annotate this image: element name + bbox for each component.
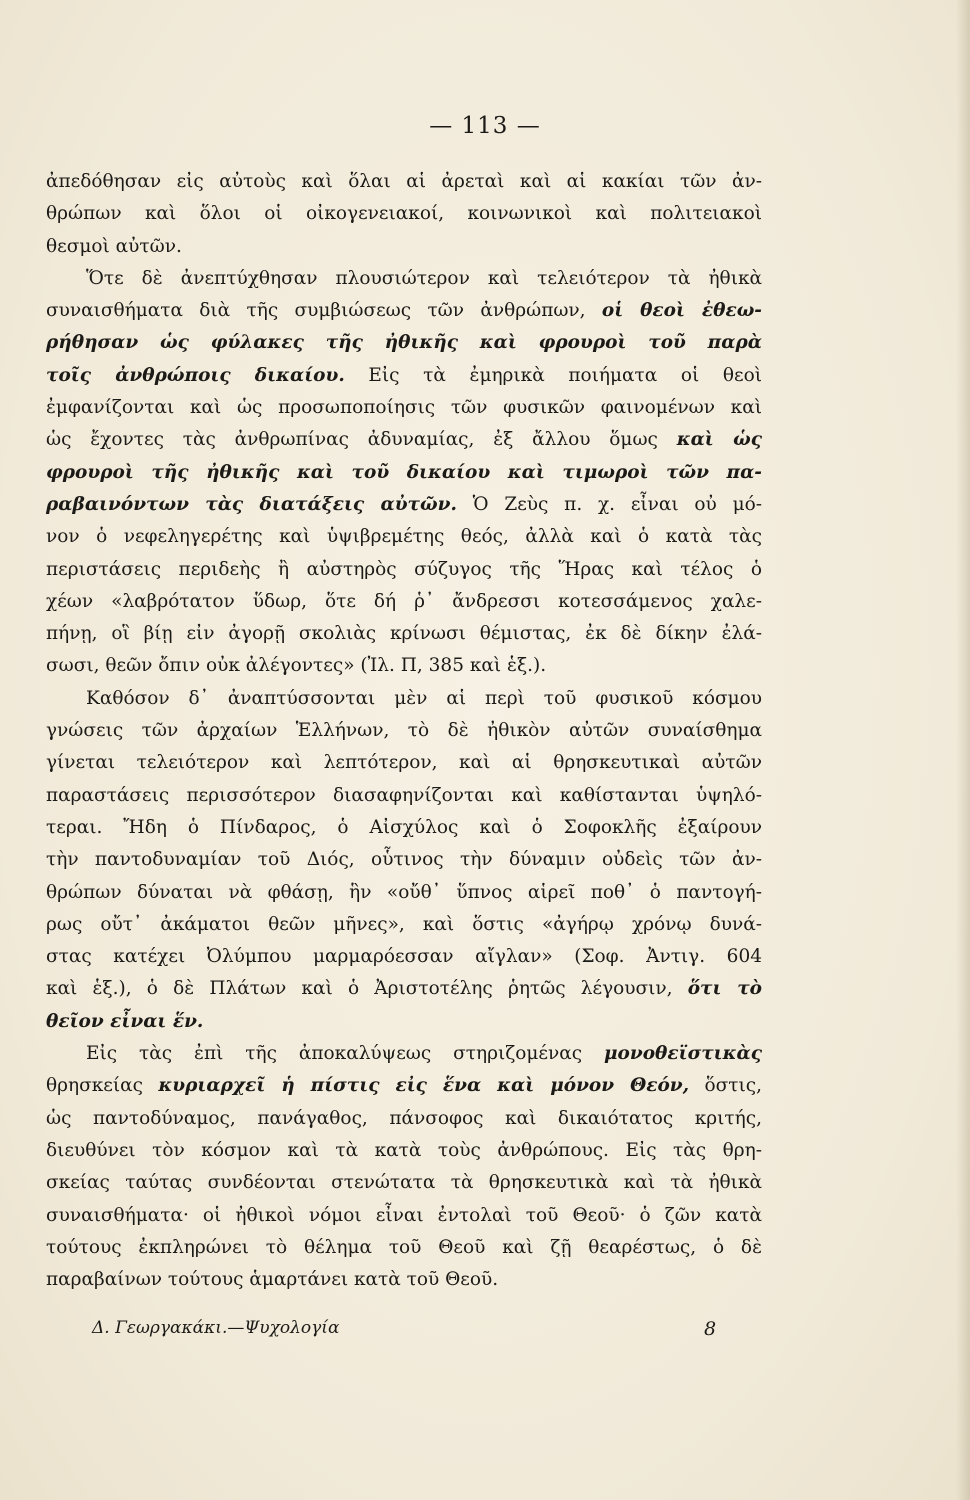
line-text: τεραι. Ἤδη ὁ Πίνδαρος, ὁ Αἰσχύλος καὶ ὁ Σοφοκλῆς ἐξαίρουν <box>46 816 762 838</box>
line-text: Εἰς τὰ ἐμηρικὰ ποιήματα οἱ θεοὶ <box>344 364 763 386</box>
text-line <box>46 1135 762 1167</box>
emphasis-text: φρουροὶ τῆς ἠθικῆς καὶ τοῦ δικαίου καὶ τιμωροὶ τῶν πα- <box>46 461 762 483</box>
text-line <box>46 360 762 392</box>
text-line <box>46 392 762 424</box>
line-text: παραστάσεις περισσότερον διασαφηνίζονται καὶ καθίστανται ὑψηλό- <box>46 784 762 806</box>
line-text: σωσι, θεῶν ὄπιν οὐκ ἀλέγοντες» (Ἰλ. Π, 385 καὶ ἑξ.). <box>46 655 547 677</box>
text-line <box>46 650 762 682</box>
page-edge-shadow <box>956 0 970 1500</box>
line-text: περιστάσεις περιδεὴς ἢ αὐστηρὸς σύζυγος τῆς Ἥρας καὶ τέλος ὁ <box>46 558 762 580</box>
line-text: νον ὁ νεφεληγερέτης καὶ ὑψιβρεμέτης θεός, ἀλλὰ καὶ ὁ κατὰ τὰς <box>46 526 762 548</box>
line-text: χέων «λαβρότατον ὕδωρ, ὅτε δή ῥ᾽ ἄνδρεσσι κοτεσσάμενος χαλε- <box>46 590 762 612</box>
line-text: ρως οὔτ᾽ ἀκάματοι θεῶν μῆνες», καὶ ὅστις «ἀγήρῳ χρόνῳ δυνά- <box>46 913 762 935</box>
emphasis-text: θεῖον εἶναι ἕν. <box>46 1010 204 1032</box>
text-line <box>46 941 762 973</box>
text-line <box>46 812 762 844</box>
line-text: ἀπεδόθησαν εἰς αὐτοὺς καὶ ὅλαι αἱ ἀρεταὶ καὶ αἱ κακίαι τῶν ἀν- <box>46 171 762 192</box>
line-text: θρησκείας <box>46 1075 159 1097</box>
line-text: ὡς παντοδύναμος, πανάγαθος, πάνσοφος καὶ δικαιότατος κριτής, <box>46 1107 762 1129</box>
line-text: διευθύνει τὸν κόσμον καὶ τὰ κατὰ τοὺς ἀνθρώπους. Εἰς τὰς θρη- <box>46 1139 762 1161</box>
line-text: γνώσεις τῶν ἀρχαίων Ἑλλήνων, τὸ δὲ ἠθικὸν αὐτῶν συναίσθημα <box>46 720 762 742</box>
emphasis-text: καὶ ὡς <box>676 429 762 451</box>
emphasis-text: μονοθεϊστικὰς <box>604 1043 762 1065</box>
text-line <box>46 489 762 521</box>
text-line <box>46 618 762 650</box>
text-line <box>46 166 762 198</box>
text-line <box>46 554 762 586</box>
text-line <box>46 1232 762 1264</box>
text-line <box>46 586 762 618</box>
line-text: γίνεται τελειότερον καὶ λεπτότερον, καὶ αἱ θρησκευτικαὶ αὐτῶν <box>46 752 762 774</box>
text-line <box>46 877 762 909</box>
text-line <box>46 715 762 747</box>
line-text: συναισθήματα διὰ τῆς συμβιώσεως τῶν ἀνθρώπων, <box>46 300 602 322</box>
text-line <box>46 1006 762 1038</box>
text-line <box>46 909 762 941</box>
line-text: ὅστις, <box>689 1075 762 1097</box>
line-text: πήνῃ, οἳ βίῃ εἰν ἀγορῇ σκολιὰς κρίνωσι θέμιστας, ἐκ δὲ δίκην ἐλά- <box>46 623 762 645</box>
text-line <box>46 1103 762 1135</box>
emphasis-text: ρήθησαν ὡς φύλακες τῆς ἠθικῆς καὶ φρουροὶ τοῦ παρὰ <box>46 332 762 354</box>
text-line <box>46 1167 762 1199</box>
text-line <box>46 1200 762 1232</box>
text-line <box>46 521 762 553</box>
text-line <box>46 683 762 715</box>
text-line <box>46 1070 762 1102</box>
text-line <box>46 231 762 263</box>
text-line <box>46 424 762 456</box>
line-text: ἐμφανίζονται καὶ ὡς προσωποποίησις τῶν φυσικῶν φαινομένων καὶ <box>46 397 762 419</box>
line-text: τούτους ἐκπληρώνει τὸ θέλημα τοῦ Θεοῦ καὶ ζῇ θεαρέστως, ὁ δὲ <box>46 1236 762 1258</box>
sheet-number: 8 <box>704 1318 717 1340</box>
line-text: τὴν παντοδυναμίαν τοῦ Διός, οὗτινος τὴν δύναμιν οὐδεὶς τῶν ἀν- <box>46 849 762 871</box>
line-text: στας κατέχει Ὀλύμπου μαρμαρόεσσαν αἴγλαν» (Σοφ. Ἀντιγ. 604 <box>46 946 762 968</box>
page-number: — 113 — <box>429 113 541 139</box>
body-text <box>46 166 762 1296</box>
line-text: Ὁ Ζεὺς π. χ. εἶναι οὐ μό- <box>456 493 762 515</box>
line-text: θρώπων δύναται νὰ φθάσῃ, ἣν «οὔθ᾽ ὕπνος αἱρεῖ ποθ᾽ ὁ παντογή- <box>46 881 762 903</box>
text-line <box>46 1038 762 1070</box>
line-text: θρώπων καὶ ὅλοι οἱ οἰκογενειακοί, κοινωνικοὶ καὶ πολιτειακοὶ <box>46 203 762 225</box>
footer-signature: Δ. Γεωργακάκι.—Ψυχολογία <box>92 1318 340 1338</box>
emphasis-text: τοῖς ἀνθρώποις δικαίου. <box>46 364 345 386</box>
text-line <box>46 457 762 489</box>
line-text: Εἰς τὰς ἐπὶ τῆς ἀποκαλύψεως στηριζομένας <box>86 1043 604 1065</box>
emphasis-text: ραβαινόντων τὰς διατάξεις αὐτῶν. <box>46 493 457 515</box>
text-line <box>46 327 762 359</box>
line-text: παραβαίνων τούτους ἁμαρτάνει κατὰ τοῦ Θεοῦ. <box>46 1269 499 1291</box>
line-text: Καθόσον δ᾽ ἀναπτύσσονται μὲν αἱ περὶ τοῦ φυσικοῦ κόσμου <box>86 687 762 709</box>
line-text: σκείας ταύτας συνδέονται στενώτατα τὰ θρησκευτικὰ καὶ τὰ ἠθικὰ <box>46 1172 762 1194</box>
line-text: ὡς ἔχοντες τὰς ἀνθρωπίνας ἀδυναμίας, ἐξ ἄλλου ὅμως <box>46 429 677 451</box>
line-text: θεσμοὶ αὐτῶν. <box>46 235 182 257</box>
emphasis-text: ὅτι τὸ <box>687 978 762 1000</box>
text-line <box>46 198 762 230</box>
text-line <box>46 295 762 327</box>
text-line <box>46 780 762 812</box>
line-text: καὶ ἑξ.), ὁ δὲ Πλάτων καὶ ὁ Ἀριστοτέλης ῥητῶς λέγουσιν, <box>46 978 688 1000</box>
text-line <box>46 844 762 876</box>
line-text: Ὅτε δὲ ἀνεπτύχθησαν πλουσιώτερον καὶ τελειότερον τὰ ἠθικὰ <box>86 267 762 289</box>
text-line <box>46 973 762 1005</box>
line-text: συναισθήματα· οἱ ἠθικοὶ νόμοι εἶναι ἐντολαὶ τοῦ Θεοῦ· ὁ ζῶν κατὰ <box>46 1204 762 1226</box>
text-line <box>46 1264 762 1296</box>
text-line <box>46 263 762 295</box>
emphasis-text: κυριαρχεῖ ἡ πίστις εἰς ἕνα καὶ μόνον Θεόν, <box>158 1075 690 1097</box>
emphasis-text: οἱ θεοὶ ἐθεω- <box>601 300 762 322</box>
text-line <box>46 747 762 779</box>
